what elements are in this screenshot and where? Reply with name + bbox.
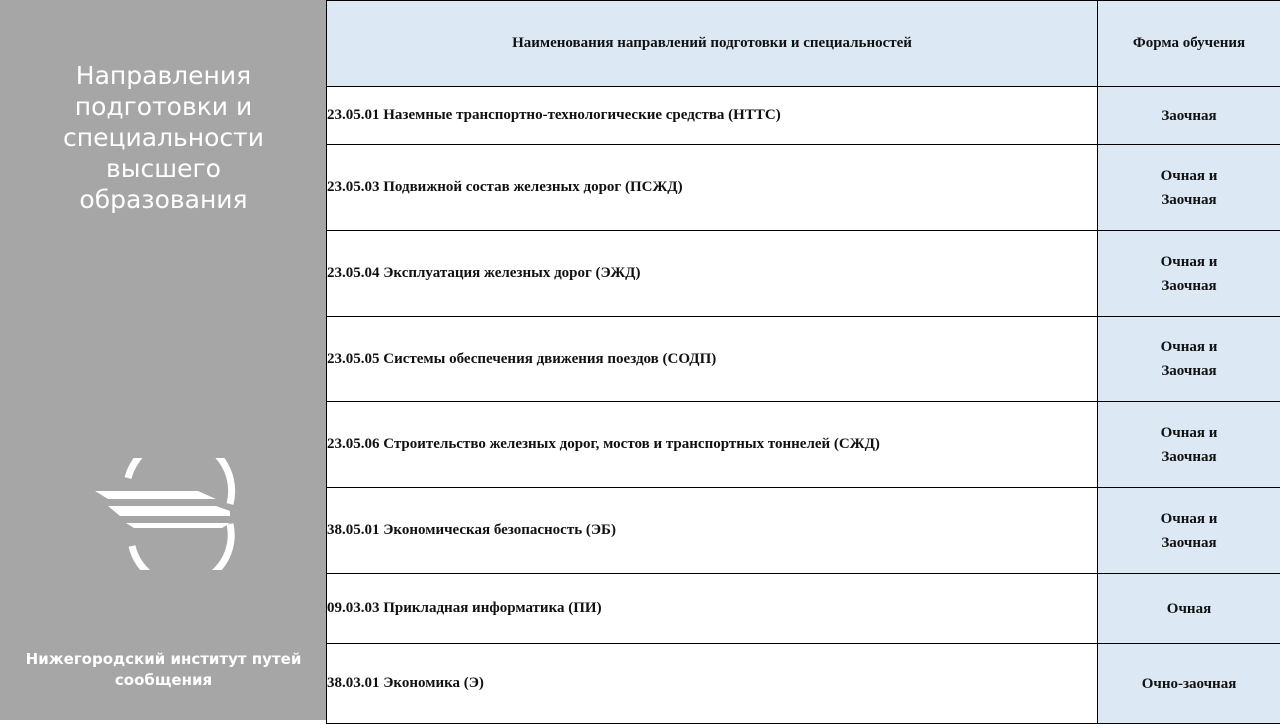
sidebar-title [0, 60, 327, 215]
sidebar [0, 0, 327, 720]
program-name: 38.05.01 Экономическая безопасность (ЭБ) [327, 488, 1098, 574]
program-name: 23.05.06 Строительство железных дорог, мостов и транспортных тоннелей (СЖД) [327, 402, 1098, 488]
table-row [327, 574, 1280, 644]
sidebar-title-line: специальности [0, 122, 327, 153]
study-form-line: Заочная [1098, 188, 1280, 212]
table-row [327, 231, 1280, 317]
table-row [327, 145, 1280, 231]
table-row [327, 317, 1280, 402]
study-form-line: Очная и [1098, 164, 1280, 188]
study-form [1098, 145, 1280, 231]
table-row [327, 644, 1280, 724]
study-form-line: Заочная [1098, 359, 1280, 383]
railway-logo-icon [90, 458, 238, 570]
table-row [327, 402, 1280, 488]
header-study-form: Форма обучения [1098, 1, 1280, 87]
program-name: 23.05.05 Системы обеспечения движения поездов (СОДП) [327, 317, 1098, 402]
institute-name-line: Нижегородский институт путей [0, 649, 327, 670]
study-form [1098, 317, 1280, 402]
study-form [1098, 402, 1280, 488]
institute-name-line: сообщения [0, 670, 327, 691]
sidebar-title-line: Направления [0, 60, 327, 91]
study-form-line: Заочная [1098, 445, 1280, 469]
program-name: 09.03.03 Прикладная информатика (ПИ) [327, 574, 1098, 644]
header-program-name: Наименования направлений подготовки и специальностей [327, 1, 1098, 87]
study-form [1098, 231, 1280, 317]
sidebar-title-line: образования [0, 184, 327, 215]
study-form [1098, 644, 1280, 724]
table-header-row [327, 1, 1280, 87]
study-form-line: Очная и [1098, 507, 1280, 531]
study-form-line: Очная и [1098, 250, 1280, 274]
study-form-line: Очно-заочная [1098, 672, 1280, 696]
study-form [1098, 488, 1280, 574]
study-form-line: Очная и [1098, 335, 1280, 359]
table-row [327, 488, 1280, 574]
study-form-line: Заочная [1098, 104, 1280, 128]
sidebar-title-line: высшего [0, 153, 327, 184]
program-name: 23.05.04 Эксплуатация железных дорог (ЭЖД) [327, 231, 1098, 317]
study-form-line: Заочная [1098, 531, 1280, 555]
institute-name [0, 649, 327, 691]
study-form-line: Очная и [1098, 421, 1280, 445]
study-form-line: Очная [1098, 597, 1280, 621]
program-name: 23.05.03 Подвижной состав железных дорог (ПСЖД) [327, 145, 1098, 231]
study-form [1098, 87, 1280, 145]
study-form [1098, 574, 1280, 644]
table-row [327, 87, 1280, 145]
program-name: 38.03.01 Экономика (Э) [327, 644, 1098, 724]
program-name: 23.05.01 Наземные транспортно-технологические средства (НТТС) [327, 87, 1098, 145]
programs-table [326, 0, 1280, 724]
sidebar-title-line: подготовки и [0, 91, 327, 122]
study-form-line: Заочная [1098, 274, 1280, 298]
